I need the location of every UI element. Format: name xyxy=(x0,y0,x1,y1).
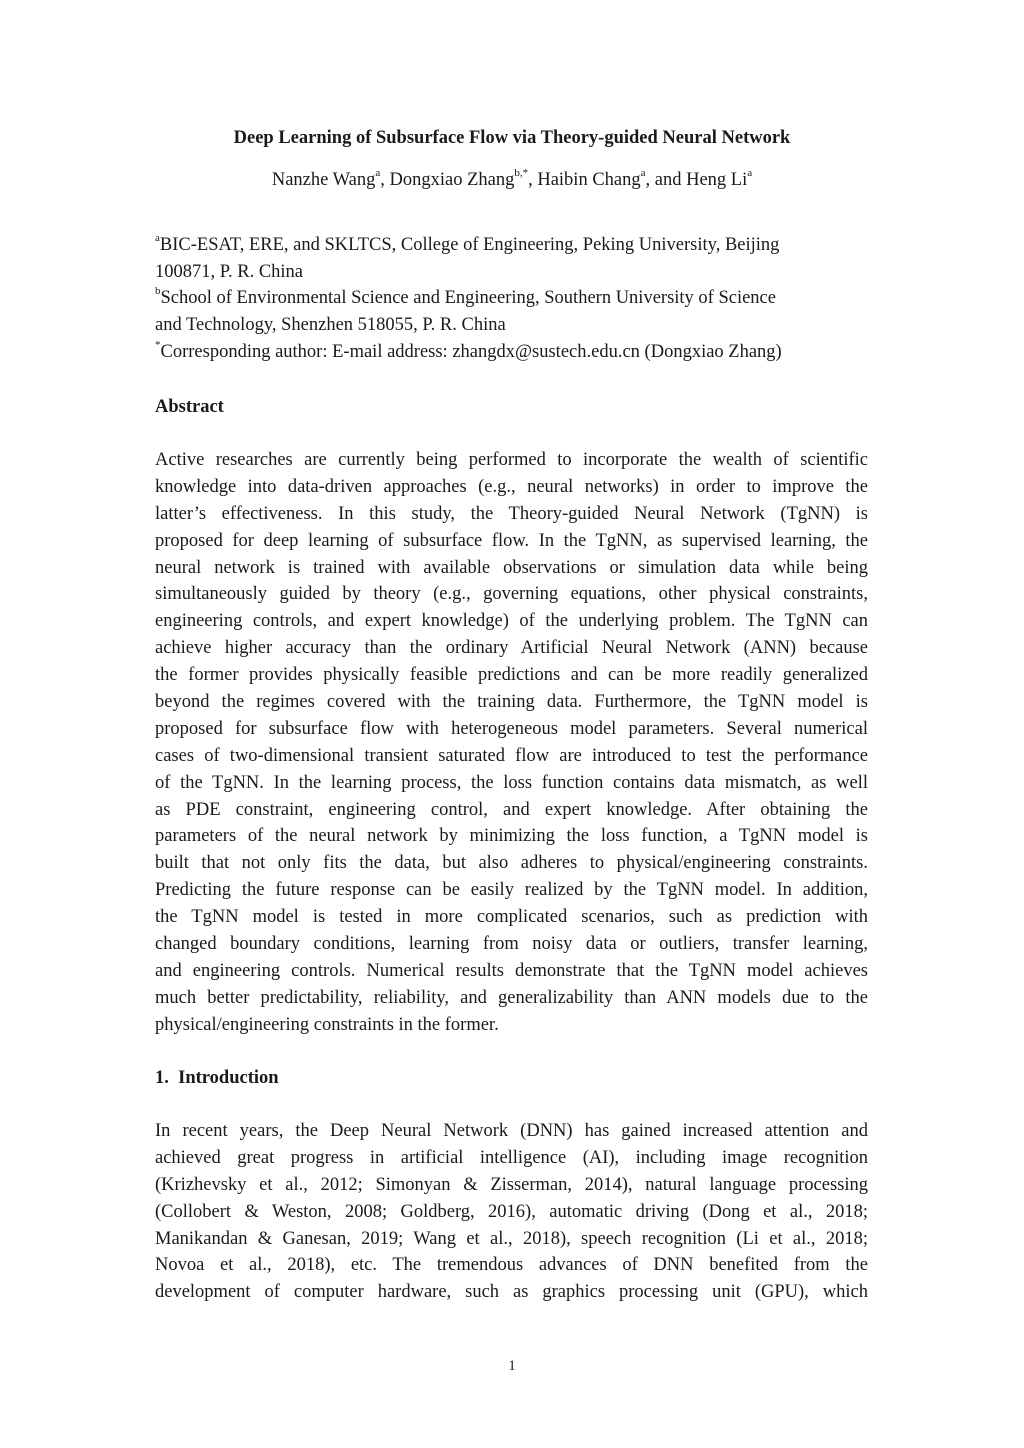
author: Dongxiao Zhang$^{b,*}$, xyxy=(389,166,538,190)
author: Nanzhe Wang$^a$, xyxy=(271,166,390,190)
abstract-line: Predicting the future response can be easily realized by the TgNN model. In addition, xyxy=(155,880,868,901)
section-heading-introduction xyxy=(155,1066,279,1090)
intro-line: achieved great progress in artificial intelligence (AI), including image recognition xyxy=(155,1147,868,1168)
abstract-line: engineering controls, and expert knowledge) of the underlying problem. The TgNN can xyxy=(155,611,868,632)
intro-line: (Collobert & Weston, 2008; Goldberg, 2016), automatic driving (Dong et al., 2018; xyxy=(155,1201,868,1222)
abstract-heading: Abstract xyxy=(155,397,224,417)
abstract-line: Active researches are currently being performed to incorporate the wealth of scientific xyxy=(155,450,868,470)
section-title: Introduction xyxy=(178,1068,279,1088)
abstract-line: built that not only fits the data, but also adheres to physical/engineering constraints. xyxy=(155,853,868,874)
intro-line: In recent years, the Deep Neural Network (DNN) has gained increased attention and xyxy=(155,1121,868,1141)
author-list xyxy=(0,168,1024,192)
abstract-line: of the TgNN. In the learning process, the loss function contains data mismatch, as well xyxy=(155,772,868,793)
abstract-line: simultaneously guided by theory (e.g., governing equations, other physical constraints, xyxy=(155,584,868,605)
abstract-line: the TgNN model is tested in more complicated scenarios, such as prediction with xyxy=(155,907,868,928)
abstract-line: physical/engineering constraints in the former. xyxy=(155,1014,499,1035)
section-number: 1. xyxy=(155,1068,169,1088)
paper-title: Deep Learning of Subsurface Flow via Theory-guided Neural Network xyxy=(233,128,791,148)
abstract-text xyxy=(155,447,868,1039)
abstract-line: changed boundary conditions, learning from noisy data or outliers, transfer learning, xyxy=(155,934,868,955)
intro-line: (Krizhevsky et al., 2012; Simonyan & Zisserman, 2014), natural language processing xyxy=(155,1174,868,1195)
intro-line: Novoa et al., 2018), etc. The tremendous advances of DNN benefited from the xyxy=(155,1255,868,1276)
abstract-line: beyond the regimes covered with the training data. Furthermore, the TgNN model is xyxy=(155,692,868,713)
abstract-line: proposed for deep learning of subsurface flow. In the TgNN, as supervised learning, the xyxy=(155,530,868,551)
affiliation-a: $^a$BIC-ESAT, ERE, and SKLTCS, College of Engineering, Peking University, Beijing xyxy=(155,231,780,255)
abstract-line: achieve higher accuracy than the ordinary Artificial Neural Network (ANN) because xyxy=(155,638,868,659)
abstract-line: proposed for subsurface flow with heterogeneous model parameters. Several numerical xyxy=(155,718,868,739)
intro-line: development of computer hardware, such as graphics processing unit (GPU), which xyxy=(155,1282,868,1303)
affiliation-b-cont: and Technology, Shenzhen 518055, P. R. China xyxy=(155,315,506,336)
abstract-line: neural network is trained with available observations or simulation data while being xyxy=(155,557,868,578)
affiliation-b: $^b$School of Environmental Science and Engineering, Southern University of Science xyxy=(155,285,776,309)
affiliation-list xyxy=(155,232,875,366)
abstract-line: much better predictability, reliability, and generalizability than ANN models due to the xyxy=(155,987,868,1008)
abstract-line: the former provides physically feasible predictions and can be more readily generalized xyxy=(155,665,868,686)
page-number: 1 xyxy=(508,1358,516,1374)
author: Heng Li$^a$ xyxy=(686,166,753,190)
abstract-line: cases of two-dimensional transient saturated flow are introduced to test the performance xyxy=(155,745,868,766)
corresponding-author: *Corresponding author: E-mail address: zhangdx@sustech.edu.cn (Dongxiao Zhang) xyxy=(155,338,782,362)
affiliation-a-cont: 100871, P. R. China xyxy=(155,261,304,282)
author: Haibin Chang$^a$, and xyxy=(537,166,687,190)
abstract-line: as PDE constraint, engineering control, and expert knowledge. After obtaining the xyxy=(155,799,868,820)
abstract-line: and engineering controls. Numerical results demonstrate that the TgNN model achieves xyxy=(155,960,868,981)
abstract-line: knowledge into data-driven approaches (e.g., neural networks) in order to improve the xyxy=(155,476,868,497)
abstract-line: parameters of the neural network by minimizing the loss function, a TgNN model is xyxy=(155,826,868,847)
intro-line: Manikandan & Ganesan, 2019; Wang et al., 2018), speech recognition (Li et al., 2018; xyxy=(155,1228,868,1249)
abstract-line: latter’s effectiveness. In this study, the Theory-guided Neural Network (TgNN) is xyxy=(155,503,868,524)
introduction-text xyxy=(155,1118,868,1306)
